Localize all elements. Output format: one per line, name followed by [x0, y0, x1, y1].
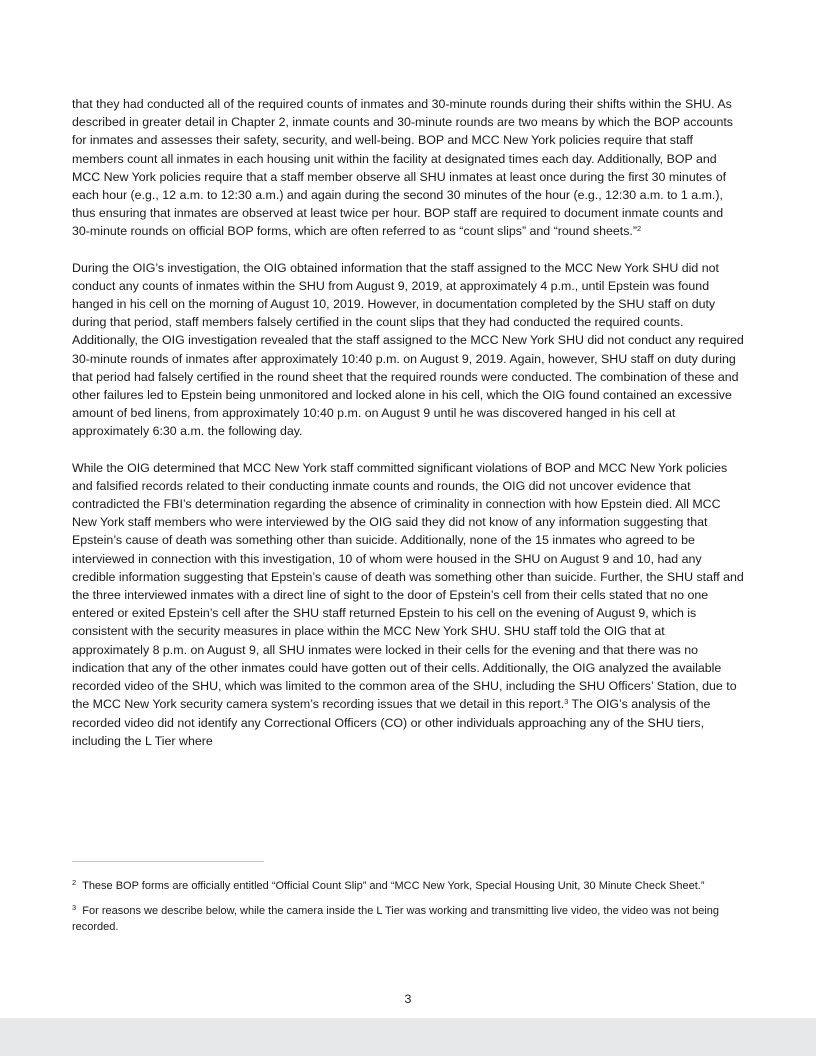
- paragraph-3: [72, 459, 744, 750]
- footnote-3: [72, 903, 744, 936]
- body-text: [72, 95, 744, 768]
- paragraph-2-text: During the OIG’s investigation, the OIG obtained information that the staff assigned to the MCC New York SHU did not conduct any counts of inmates within the SHU from August 9, 2019, at approximately 4 p.m., until Epstein was found hanged in his cell on the morning of August 10, 2019. However, in documentation completed by the SHU staff on duty during that period, staff members falsely certified in the count slips that they had conducted the required counts. Additionally, the OIG investigation revealed that the staff assigned to the MCC New York SHU did not conduct any required 30-minute rounds of inmates after approximately 10:40 p.m. on August 9, 2019. Again, however, SHU staff on duty during that period had falsely certified in the round sheet that the required rounds were conducted. The combination of these and other failures led to Epstein being unmonitored and locked alone in his cell, which the OIG found contained an excessive amount of bed linens, from approximately 10:40 p.m. on August 9 until he was discovered hanged in his cell at approximately 6:30 a.m. the following day.: [72, 260, 744, 439]
- paragraph-3-continuation: The OIG’s analysis of the recorded video did not identify any Correctional Officers (CO) or other individuals approaching any of the SHU tiers, including the L Tier where: [72, 697, 711, 748]
- footnote-3-text: For reasons we describe below, while the camera inside the L Tier was working and transmitting live video, the video was not being recorded.: [72, 904, 719, 933]
- paragraph-2: [72, 259, 744, 441]
- footnote-separator: [72, 861, 264, 862]
- page-number: 3: [404, 992, 412, 1006]
- paragraph-1-text: that they had conducted all of the required counts of inmates and 30-minute rounds during their shifts within the SHU. As described in greater detail in Chapter 2, inmate counts and 30-minute rounds are two means by which the BOP accounts for inmates and assesses their safety, security, and well-being. BOP and MCC New York policies require that staff members count all inmates in each housing unit within the facility at designated times each day. Additionally, BOP and MCC New York policies require that a staff member observe all SHU inmates at least once during the first 30 minutes of each hour (e.g., 12 a.m. to 12:30 a.m.) and again during the second 30 minutes of the hour (e.g., 12:30 a.m. to 1 a.m.), thus ensuring that inmates are observed at least twice per hour. BOP staff are required to document inmate counts and 30-minute rounds on official BOP forms, which are often referred to as “count slips” and “round sheets.”: [72, 97, 733, 239]
- footnote-2: [72, 878, 744, 895]
- footnote-ref-2[interactable]: 2: [636, 224, 642, 234]
- footnote-ref-3[interactable]: 3: [564, 697, 569, 707]
- footnote-2-text: These BOP forms are officially entitled “Official Count Slip” and “MCC New York, Special Housing Unit, 30 Minute Check Sheet.”: [82, 880, 705, 892]
- footnote-2-number: 2: [72, 878, 77, 887]
- paragraph-3-text: While the OIG determined that MCC New York staff committed significant violations of BOP and MCC New York policies and falsified records related to their conducting inmate counts and rounds, the OIG did not uncover evidence that contradicted the FBI’s determination regarding the absence of criminality in connection with how Epstein died. All MCC New York staff members who were interviewed by the OIG said they did not know of any information suggesting that Epstein’s cause of death was something other than suicide. Additionally, none of the 15 inmates who agreed to be interviewed in connection with this investigation, 10 of whom were housed in the SHU on August 9 and 10, had any credible information suggesting that Epstein’s cause of death was something other than suicide. Further, the SHU staff and the three interviewed inmates with a direct line of sight to the door of Epstein’s cell from their cells stated that no one entered or exited Epstein’s cell after the SHU staff returned Epstein to his cell on the evening of August 9, which is consistent with the security measures in place within the MCC New York SHU. SHU staff told the OIG that at approximately 8 p.m. on August 9, all SHU inmates were locked in their cells for the evening and that there was no indication that any of the other inmates could have gotten out of their cells. Additionally, the OIG analyzed the available recorded video of the SHU, which was limited to the common area of the SHU, including the SHU Officers’ Station, due to the MCC New York security camera system’s recording issues that we detail in this report.: [72, 460, 744, 712]
- paragraph-1: [72, 95, 744, 241]
- viewer-bottom-bar: [0, 1018, 816, 1056]
- footnotes: [72, 878, 744, 944]
- footnote-3-number: 3: [72, 902, 77, 912]
